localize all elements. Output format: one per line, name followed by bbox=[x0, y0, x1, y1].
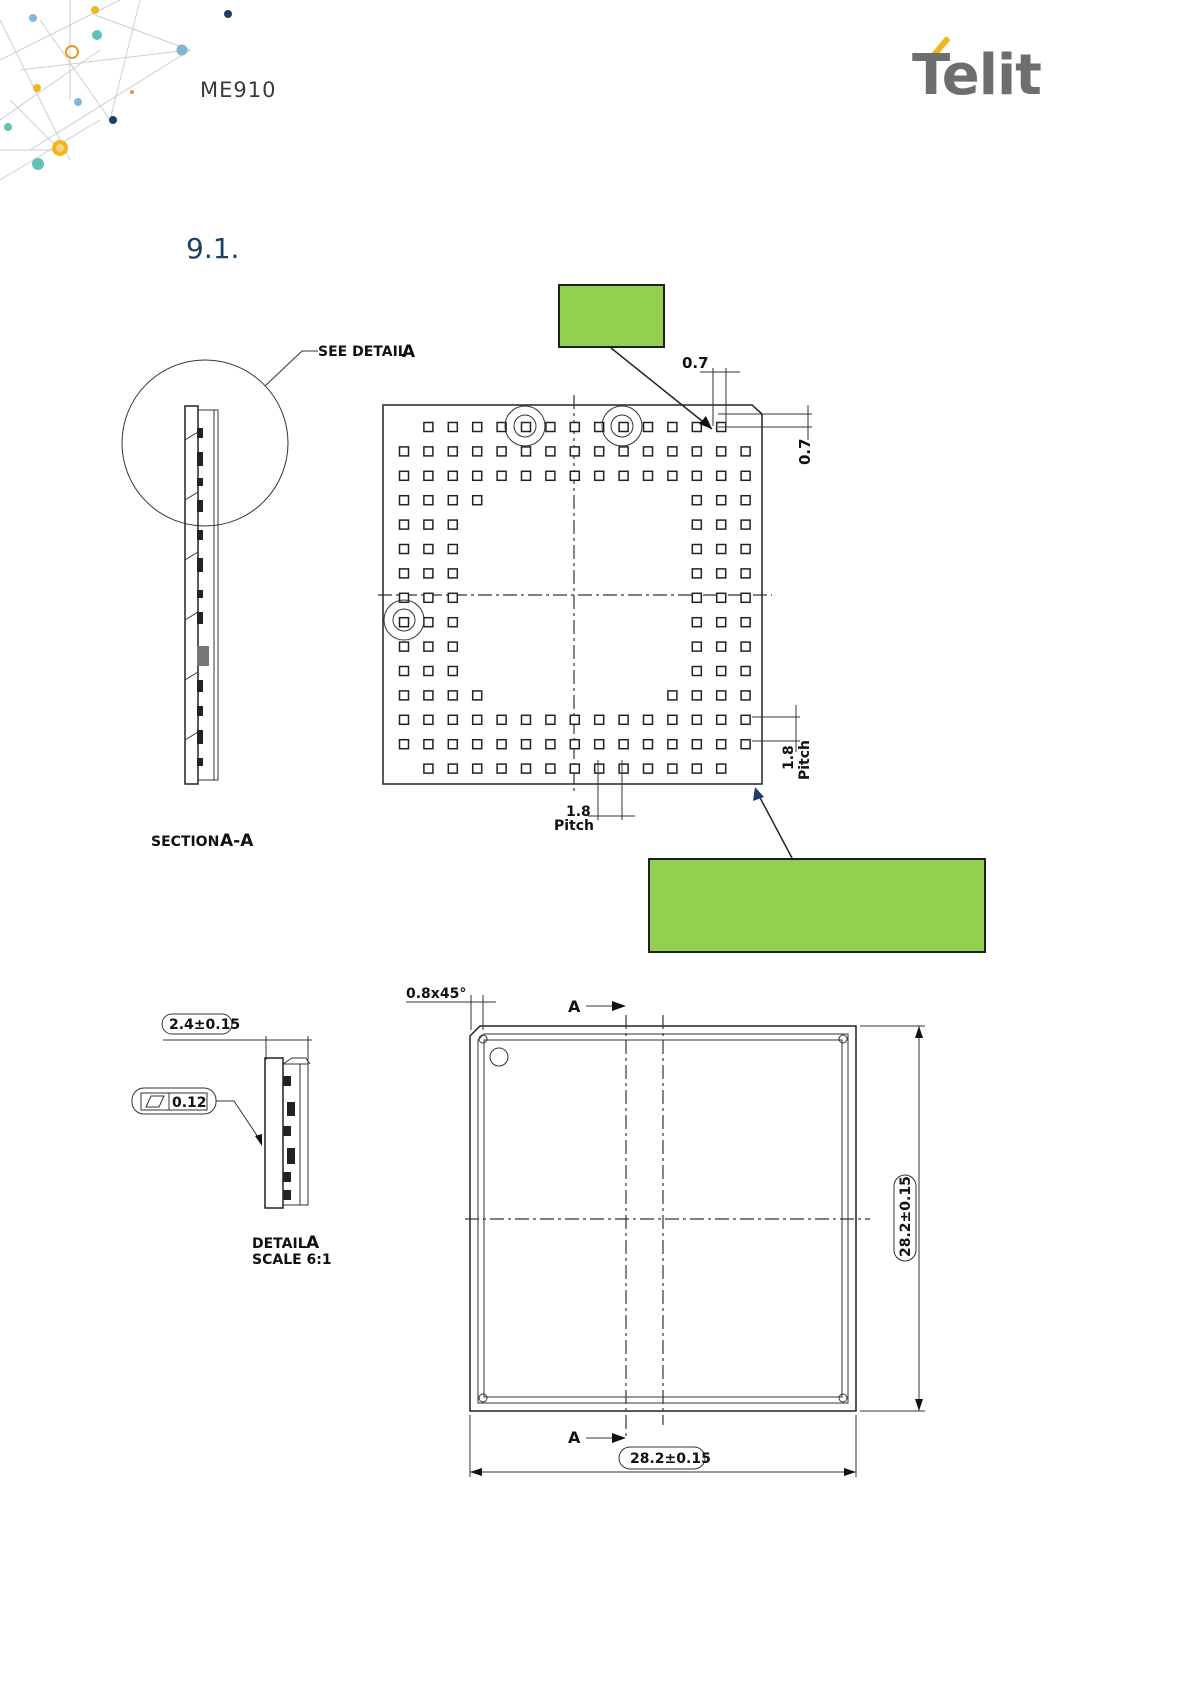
pad bbox=[619, 471, 628, 480]
pad bbox=[692, 496, 701, 505]
pad bbox=[717, 691, 726, 700]
pad bbox=[497, 764, 506, 773]
see-detail-letter: A bbox=[402, 342, 416, 362]
pad bbox=[448, 545, 457, 554]
pad bbox=[644, 740, 653, 749]
detail-label: DETAIL bbox=[252, 1236, 307, 1252]
pad bbox=[692, 545, 701, 554]
dim-chamfer: 0.8x45° bbox=[406, 986, 467, 1002]
detail-a-view bbox=[132, 1014, 332, 1268]
pad bbox=[717, 764, 726, 773]
logo-text: Telit bbox=[912, 43, 1041, 108]
callout-box-top bbox=[558, 284, 665, 348]
pad bbox=[546, 740, 555, 749]
pad bbox=[741, 545, 750, 554]
pad bbox=[448, 740, 457, 749]
pad bbox=[473, 423, 482, 432]
pad bbox=[741, 642, 750, 651]
pad bbox=[546, 715, 555, 724]
pad bbox=[400, 471, 409, 480]
pad bbox=[424, 740, 433, 749]
pad bbox=[644, 447, 653, 456]
dim-corner-y: 0.7 bbox=[796, 438, 814, 465]
dim-width: 28.2±0.15 bbox=[630, 1451, 711, 1467]
pad bbox=[424, 423, 433, 432]
pad bbox=[668, 471, 677, 480]
pad bbox=[497, 447, 506, 456]
pad bbox=[644, 471, 653, 480]
pad bbox=[692, 740, 701, 749]
pad bbox=[473, 471, 482, 480]
pad bbox=[741, 471, 750, 480]
pad bbox=[717, 471, 726, 480]
pad bbox=[644, 764, 653, 773]
pad bbox=[595, 715, 604, 724]
pad bbox=[717, 642, 726, 651]
pad bbox=[522, 423, 531, 432]
pad bbox=[741, 715, 750, 724]
pad bbox=[668, 691, 677, 700]
pad bbox=[473, 764, 482, 773]
pad bbox=[448, 471, 457, 480]
pad bbox=[448, 691, 457, 700]
pad bbox=[448, 667, 457, 676]
pad bbox=[644, 715, 653, 724]
pad bbox=[424, 764, 433, 773]
pad bbox=[741, 520, 750, 529]
pad bbox=[595, 740, 604, 749]
detail-letter: A bbox=[306, 1233, 320, 1253]
section-letters: A-A bbox=[220, 831, 254, 851]
pad bbox=[522, 447, 531, 456]
pad bbox=[448, 642, 457, 651]
pad bbox=[692, 569, 701, 578]
pad bbox=[424, 715, 433, 724]
pad bbox=[522, 764, 531, 773]
pad bbox=[717, 569, 726, 578]
pad bbox=[448, 447, 457, 456]
dim-pitch-right-word: Pitch bbox=[797, 739, 813, 780]
detail-scale: SCALE 6:1 bbox=[252, 1252, 332, 1268]
pad bbox=[424, 545, 433, 554]
see-detail-label: SEE DETAIL bbox=[318, 344, 407, 360]
dim-corner-x: 0.7 bbox=[682, 354, 709, 372]
section-a-a-view bbox=[122, 342, 416, 851]
callout-box-bottom bbox=[648, 858, 986, 953]
pad bbox=[595, 471, 604, 480]
dim-thickness: 2.4±0.15 bbox=[169, 1017, 241, 1033]
pad bbox=[546, 471, 555, 480]
pad bbox=[424, 520, 433, 529]
pad bbox=[668, 423, 677, 432]
pad bbox=[424, 667, 433, 676]
dim-pitch-right-value: 1.8 bbox=[781, 745, 797, 770]
pad bbox=[619, 447, 628, 456]
pad bbox=[400, 691, 409, 700]
pad bbox=[448, 423, 457, 432]
pad bbox=[424, 447, 433, 456]
pad bbox=[717, 618, 726, 627]
pad bbox=[497, 740, 506, 749]
pad bbox=[741, 740, 750, 749]
pad bbox=[717, 520, 726, 529]
section-label: SECTION bbox=[151, 834, 220, 850]
pad bbox=[400, 447, 409, 456]
pad bbox=[424, 691, 433, 700]
pad bbox=[522, 471, 531, 480]
pad bbox=[595, 764, 604, 773]
pad bbox=[692, 618, 701, 627]
section-marker-bottom: A bbox=[568, 1428, 581, 1447]
pad bbox=[741, 447, 750, 456]
pad bbox=[570, 764, 579, 773]
pad bbox=[497, 715, 506, 724]
pad bbox=[522, 715, 531, 724]
pad bbox=[717, 740, 726, 749]
pad bbox=[473, 715, 482, 724]
pad bbox=[400, 496, 409, 505]
pad bbox=[424, 618, 433, 627]
header-product-name: ME910 bbox=[200, 78, 277, 102]
pad bbox=[546, 423, 555, 432]
pad bbox=[692, 764, 701, 773]
pad bbox=[570, 471, 579, 480]
pad bbox=[741, 569, 750, 578]
pad bbox=[692, 715, 701, 724]
pad bbox=[717, 715, 726, 724]
pad bbox=[692, 593, 701, 602]
pad bbox=[692, 642, 701, 651]
pad bbox=[668, 447, 677, 456]
pad bbox=[570, 423, 579, 432]
pad bbox=[644, 423, 653, 432]
fiducials bbox=[384, 406, 642, 640]
pad bbox=[717, 496, 726, 505]
pad bbox=[473, 496, 482, 505]
pad bbox=[448, 715, 457, 724]
pad bbox=[570, 715, 579, 724]
pad bbox=[424, 496, 433, 505]
pad bbox=[546, 447, 555, 456]
detail-circle bbox=[122, 360, 288, 526]
pad bbox=[400, 642, 409, 651]
pad bbox=[741, 667, 750, 676]
pad bbox=[692, 471, 701, 480]
pad bbox=[668, 764, 677, 773]
pad bbox=[717, 447, 726, 456]
pad bbox=[448, 569, 457, 578]
dim-height: 28.2±0.15 bbox=[898, 1176, 914, 1257]
pad bbox=[448, 520, 457, 529]
pad bbox=[692, 667, 701, 676]
pad bbox=[448, 593, 457, 602]
pad bbox=[668, 740, 677, 749]
pad bbox=[717, 545, 726, 554]
pad bbox=[424, 642, 433, 651]
pad bbox=[424, 593, 433, 602]
pad bbox=[692, 691, 701, 700]
pad bbox=[400, 569, 409, 578]
pad bbox=[741, 496, 750, 505]
pad bbox=[741, 618, 750, 627]
pad-array bbox=[400, 423, 751, 774]
pad bbox=[400, 740, 409, 749]
dim-pitch-bottom-word: Pitch bbox=[554, 818, 595, 834]
pad bbox=[448, 496, 457, 505]
dim-pitch-bottom-value: 1.8 bbox=[566, 804, 591, 820]
pad bbox=[741, 593, 750, 602]
pad bbox=[473, 691, 482, 700]
pad bbox=[619, 715, 628, 724]
pad bbox=[546, 764, 555, 773]
pad bbox=[619, 764, 628, 773]
pad bbox=[668, 715, 677, 724]
pad bbox=[717, 593, 726, 602]
pad bbox=[717, 667, 726, 676]
section-marker-top: A bbox=[568, 997, 581, 1016]
pad bbox=[741, 691, 750, 700]
section-number: 9.1. bbox=[186, 232, 240, 265]
pad bbox=[692, 447, 701, 456]
pad bbox=[400, 520, 409, 529]
pad bbox=[400, 667, 409, 676]
pad bbox=[424, 569, 433, 578]
pad bbox=[448, 764, 457, 773]
pad bbox=[400, 545, 409, 554]
pad bbox=[497, 471, 506, 480]
pad bbox=[595, 447, 604, 456]
pad bbox=[619, 423, 628, 432]
see-detail-leader bbox=[265, 351, 318, 386]
pad bbox=[692, 520, 701, 529]
pad bbox=[570, 447, 579, 456]
pad bbox=[400, 715, 409, 724]
pad bbox=[570, 740, 579, 749]
pad-layout-view bbox=[378, 348, 814, 858]
pad bbox=[473, 447, 482, 456]
top-view bbox=[406, 986, 925, 1477]
pad bbox=[522, 740, 531, 749]
pad bbox=[619, 740, 628, 749]
pad bbox=[400, 618, 409, 627]
pad bbox=[473, 740, 482, 749]
pad bbox=[400, 593, 409, 602]
pad bbox=[424, 471, 433, 480]
pad bbox=[448, 618, 457, 627]
dim-flatness: 0.12 bbox=[172, 1095, 207, 1111]
